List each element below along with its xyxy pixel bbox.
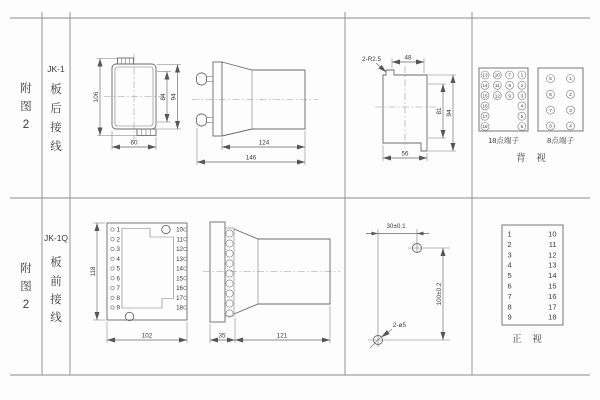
terminal-hole	[111, 247, 114, 250]
table-number: 8	[507, 302, 512, 312]
terminal-number: 5	[116, 265, 120, 273]
terminal-knob	[226, 250, 233, 257]
front-view-right-terminals	[176, 227, 187, 312]
terminal-number: 6	[520, 124, 524, 130]
terminal-number: 4	[569, 123, 572, 129]
jk1q-drill-layout	[366, 223, 450, 348]
jk1-terminal-view	[479, 68, 583, 164]
terminal-number: 13	[176, 255, 183, 263]
wiring-char: 接	[50, 294, 62, 306]
label-8-point: 8点端子	[547, 136, 574, 145]
dim-106: 106	[93, 91, 100, 103]
dim-60: 60	[130, 139, 138, 147]
terminal-screw-top	[197, 73, 214, 85]
label-front-view: 正 视	[512, 334, 546, 345]
terminal-number: 16	[176, 285, 183, 293]
terminal-number: 18	[482, 124, 488, 130]
terminal-number: 14	[176, 265, 183, 273]
table-number: 11	[548, 239, 557, 249]
wiring-char: 板	[50, 84, 62, 96]
terminal-number: 4	[520, 103, 524, 109]
terminal-number: 17	[176, 294, 183, 302]
top-terminal-comb	[118, 58, 134, 64]
terminal-knob	[226, 290, 233, 297]
wiring-char: 后	[50, 103, 62, 115]
terminal-number: 7	[116, 285, 120, 293]
terminal-block-18	[481, 71, 526, 131]
dim-124: 124	[258, 139, 270, 147]
terminal-number: 9	[116, 304, 120, 312]
terminal-number: 12	[176, 246, 183, 254]
terminal-number: 2	[569, 92, 572, 97]
terminal-number: 8	[549, 123, 552, 129]
terminal-number: 7	[549, 107, 552, 113]
terminal-hole	[111, 296, 114, 299]
model-label: JK-1	[47, 64, 65, 74]
terminal-hole	[111, 306, 114, 309]
bottom-terminal-comb	[137, 129, 156, 136]
terminal-number: 3	[569, 107, 572, 113]
dim-81: 81	[436, 107, 443, 115]
terminal-screw-bottom	[197, 114, 214, 126]
terminal-number: 5	[549, 76, 552, 82]
terminal-number: 13	[482, 72, 488, 78]
wiring-char: 接	[50, 122, 62, 134]
dim-48: 48	[404, 54, 412, 62]
terminal-number: 10	[176, 226, 183, 234]
terminal-number: 8	[116, 294, 120, 302]
fig-label-char: 附	[20, 263, 32, 275]
mounting-hole-bottom	[125, 312, 133, 320]
terminal-number: 2	[116, 236, 120, 244]
table-number: 18	[548, 312, 557, 322]
front-view-left-terminals	[111, 227, 121, 312]
table-number: 13	[548, 260, 557, 270]
terminal-hole	[184, 267, 187, 270]
terminal-number: 18	[176, 304, 183, 312]
dim-94-cutout: 94	[446, 109, 453, 117]
jk1q-front-view	[90, 223, 187, 343]
terminal-block-8	[547, 75, 575, 130]
table-number: 3	[507, 250, 512, 260]
terminal-knob	[226, 270, 233, 277]
terminal-number: 15	[482, 93, 488, 99]
terminal-hole	[184, 238, 187, 241]
model-label: JK-1Q	[43, 233, 69, 243]
fig-label-char: 图	[20, 281, 32, 293]
terminal-number: 1	[116, 226, 120, 234]
note-corner-radius: 2-R2.5	[362, 56, 381, 63]
jk1-front-view	[93, 54, 181, 150]
jk1q-side-view	[203, 222, 340, 343]
terminal-knobs	[226, 230, 233, 317]
terminal-knob	[226, 240, 233, 247]
terminal-hole	[184, 257, 187, 260]
terminal-hole	[111, 228, 114, 231]
jk1q-terminal-table	[502, 225, 563, 345]
terminal-hole	[184, 296, 187, 299]
label-rear-view: 背 视	[516, 153, 550, 164]
table-number: 4	[507, 260, 512, 270]
table-grid	[10, 12, 590, 375]
terminal-number: 14	[482, 83, 488, 88]
wiring-char: 前	[50, 276, 62, 288]
terminal-number: 8	[508, 83, 511, 88]
dim-118: 118	[90, 266, 97, 277]
jk1-panel-cutout	[362, 55, 456, 162]
table-number: 15	[548, 281, 557, 291]
terminal-number: 6	[116, 275, 120, 283]
mounting-hole-top	[162, 225, 170, 233]
terminal-number: 17	[482, 113, 488, 119]
table-number: 6	[507, 281, 512, 291]
terminal-number: 5	[520, 113, 524, 119]
terminal-knob	[226, 260, 233, 267]
terminal-knob	[226, 300, 233, 307]
terminal-number: 11	[176, 236, 183, 244]
terminal-hole	[184, 277, 187, 280]
terminal-knob	[226, 280, 233, 287]
dim-100: 100±0.2	[436, 282, 443, 306]
dim-35: 35	[218, 332, 226, 340]
terminal-number: 11	[494, 83, 500, 88]
jk1-side-view	[192, 62, 318, 165]
terminal-number: 12	[494, 93, 500, 99]
wiring-char: 线	[50, 312, 62, 324]
table-number: 7	[507, 291, 512, 301]
table-number: 14	[548, 271, 557, 281]
table-number: 2	[507, 239, 512, 249]
table-number: 12	[548, 250, 557, 260]
dim-121: 121	[276, 332, 288, 340]
fig-label-char: 2	[22, 119, 30, 131]
dim-84: 84	[160, 93, 167, 101]
dim-146: 146	[245, 154, 257, 162]
table-number: 1	[507, 229, 512, 239]
terminal-number: 1	[520, 72, 524, 78]
fig-label-char: 附	[20, 83, 32, 95]
note-hole-diameter: 2-ø5	[393, 322, 406, 329]
terminal-knob	[226, 230, 233, 237]
terminal-hole	[111, 267, 114, 270]
fig-label-char: 2	[22, 299, 30, 311]
terminal-hole	[184, 228, 187, 231]
terminal-number: 2	[520, 83, 524, 88]
wiring-char: 板	[50, 257, 62, 269]
table-number: 10	[548, 229, 557, 239]
table-number: 5	[507, 271, 512, 281]
terminal-hole	[111, 238, 114, 241]
terminal-number: 1	[569, 76, 572, 82]
row1-header	[20, 64, 65, 153]
dim-30: 30±0.1	[386, 223, 406, 230]
dim-102: 102	[141, 332, 153, 340]
terminal-number: 3	[116, 246, 120, 254]
table-right-column	[548, 230, 556, 322]
terminal-hole	[111, 257, 114, 260]
row2-header	[20, 233, 68, 324]
terminal-hole	[111, 286, 114, 289]
terminal-number: 15	[176, 275, 183, 283]
table-left-column	[508, 230, 512, 322]
fig-label-char: 图	[20, 101, 32, 113]
table-number: 9	[507, 312, 512, 322]
table-number: 17	[548, 302, 557, 312]
label-18-point: 18点端子	[488, 136, 519, 145]
terminal-number: 3	[520, 93, 524, 99]
terminal-number: 10	[494, 72, 500, 78]
dim-94: 94	[170, 93, 178, 101]
terminal-hole	[184, 247, 187, 250]
terminal-hole	[184, 286, 187, 289]
terminal-number: 4	[116, 255, 120, 263]
dim-56: 56	[401, 150, 409, 158]
terminal-number: 7	[508, 72, 511, 78]
terminal-hole	[184, 306, 187, 309]
table-number: 16	[548, 291, 557, 301]
wiring-char: 线	[50, 141, 62, 153]
terminal-number: 9	[508, 93, 511, 99]
terminal-number: 6	[549, 92, 552, 97]
terminal-hole	[111, 277, 114, 280]
terminal-number: 16	[482, 103, 488, 109]
